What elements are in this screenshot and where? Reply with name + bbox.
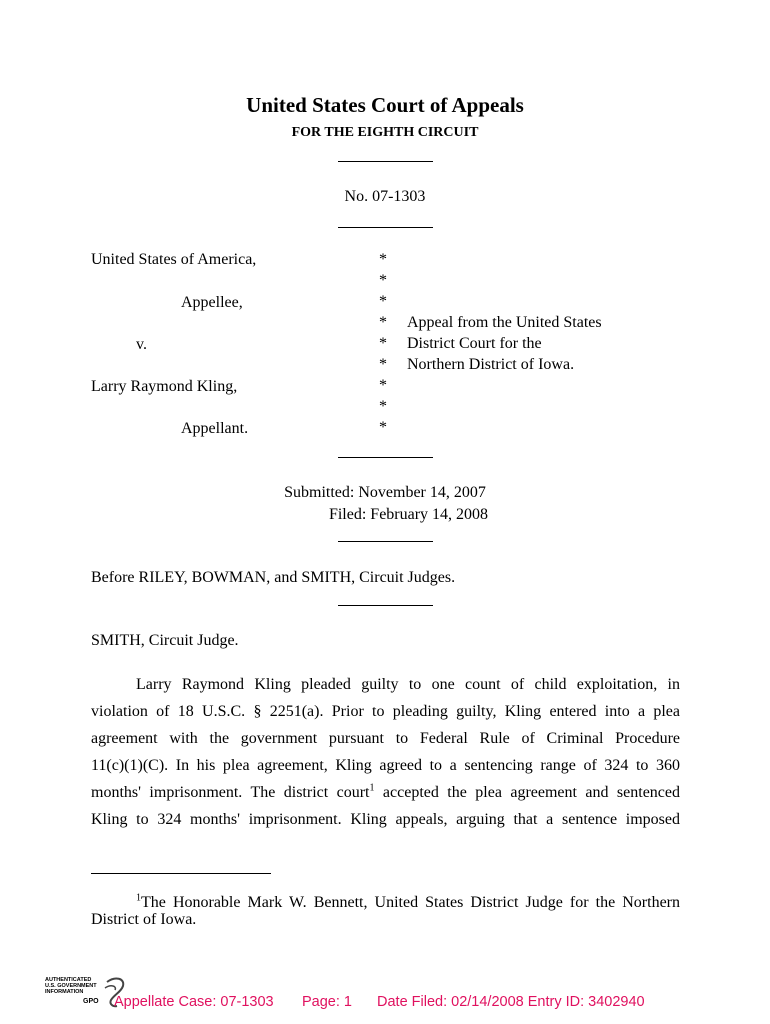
footer-case-number: Appellate Case: 07-1303 [114, 994, 274, 1010]
court-title: United States Court of Appeals [246, 93, 524, 117]
separator-rule [338, 227, 433, 228]
separator-rule [338, 541, 433, 542]
separator-rule [338, 605, 433, 606]
footnote-reference: 1 [369, 782, 375, 794]
gpo-logo-line: U.S. GOVERNMENT [45, 983, 97, 989]
footnote-mark: 1 [136, 892, 141, 904]
caption-star: * [379, 314, 387, 331]
separator-rule [338, 161, 433, 162]
body-text-line: agreement with the government pursuant to Federal Rule of Criminal Procedure [91, 730, 680, 747]
gpo-logo-line: AUTHENTICATED [45, 977, 92, 983]
defendant-name: Larry Raymond Kling, [91, 378, 238, 395]
body-text-line [91, 779, 680, 806]
gpo-logo-line: INFORMATION [45, 989, 84, 995]
caption-star: * [379, 377, 387, 394]
versus: v. [136, 336, 147, 353]
submitted-date: Submitted: November 14, 2007 [284, 484, 486, 501]
panel-judges: Before RILEY, BOWMAN, and SMITH, Circuit Judges. [91, 569, 456, 586]
caption-star: * [379, 356, 387, 373]
footer-date-filed: Date Filed: 02/14/2008 Entry ID: 3402940 [377, 994, 645, 1010]
body-text-line: 11(c)(1)(C). In his plea agreement, Kling agreed to a sentencing range of 324 to 360 [91, 757, 680, 774]
plaintiff-name: United States of America, [91, 251, 257, 268]
caption-star: * [379, 419, 387, 436]
plaintiff-role: Appellee, [181, 294, 243, 311]
filed-date: Filed: February 14, 2008 [328, 506, 489, 523]
defendant-role: Appellant. [181, 420, 249, 437]
appeal-from-line: Appeal from the United States [407, 314, 602, 331]
footnote-text-line: District of Iowa. [91, 911, 197, 928]
body-text-segment: accepted the plea agreement and sentenced [374, 784, 681, 801]
opinion-author: SMITH, Circuit Judge. [91, 632, 239, 649]
body-text-segment: months' imprisonment. The district court [91, 784, 370, 801]
footnote-rule [91, 873, 271, 874]
case-number: No. 07-1303 [344, 188, 426, 205]
body-text-line: Kling to 324 months' imprisonment. Kling appeals, arguing that a sentence imposed [91, 811, 680, 828]
body-text-line: Larry Raymond Kling pleaded guilty to one count of child exploitation, in [136, 676, 680, 693]
caption-star: * [379, 335, 387, 352]
separator-rule [338, 457, 433, 458]
footnote-text-line: The Honorable Mark W. Bennett, United States District Judge for the Northern [141, 894, 680, 911]
caption-star: * [379, 272, 387, 289]
caption-star: * [379, 293, 387, 310]
footnote-text [136, 889, 680, 916]
circuit-name: FOR THE EIGHTH CIRCUIT [291, 125, 479, 140]
body-text-line: violation of 18 U.S.C. § 2251(a). Prior to pleading guilty, Kling entered into a plea [91, 703, 680, 720]
caption-star: * [379, 398, 387, 415]
caption-star: * [379, 251, 387, 268]
footer-page-number: Page: 1 [302, 994, 352, 1010]
appeal-from-line: District Court for the [407, 335, 542, 352]
appeal-from-line: Northern District of Iowa. [407, 356, 575, 373]
gpo-mark: GPO [83, 998, 99, 1005]
